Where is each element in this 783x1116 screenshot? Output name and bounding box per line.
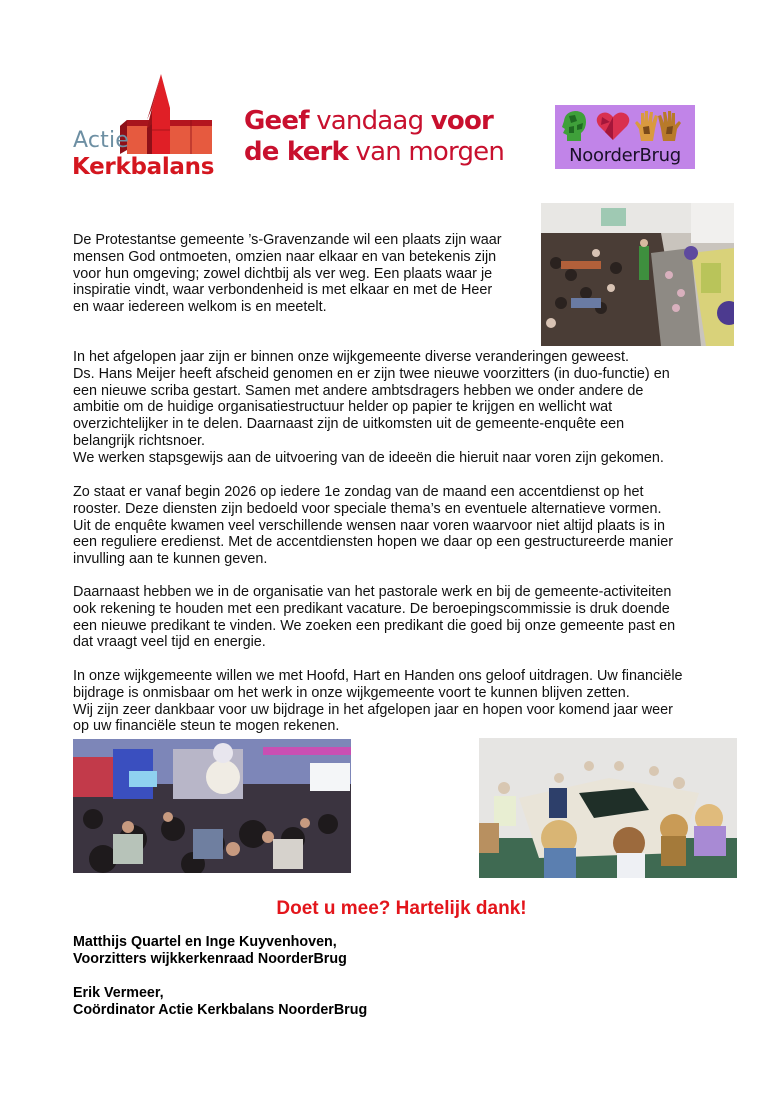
slogan-line-1 bbox=[244, 106, 524, 137]
paragraph-line: dat vraagt veel tijd en energie. bbox=[73, 634, 266, 651]
paragraph-line: een nieuwe scriba gestart. Samen met andere ambtsdragers hebben we onder andere de bbox=[73, 382, 644, 399]
paragraph-line: Wij zijn zeer dankbaar voor uw bijdrage in het afgelopen jaar en hopen voor komend jaar weer bbox=[73, 701, 673, 718]
thanks-heading: Doet u mee? Hartelijk dank! bbox=[276, 898, 527, 919]
paragraph-line: Ds. Hans Meijer heeft afscheid genomen en er zijn twee nieuwe voorzitters (in duo-functie) en bbox=[73, 365, 670, 382]
signature-coordinator bbox=[73, 985, 367, 1019]
paragraph-line: ambitie om de huidige organisatiestructuur helder op papier te krijgen en wellicht wat bbox=[73, 399, 613, 416]
paragraph-accentdienst bbox=[73, 484, 673, 568]
logo-kerkbalans-text: Kerkbalans bbox=[72, 154, 215, 180]
children-activity-photo bbox=[479, 738, 737, 878]
paragraph-line: belangrijk richtsnoer. bbox=[73, 432, 205, 449]
paragraph-line: inspiratie vindt, waar verbondenheid is met elkaar en met de Heer bbox=[73, 282, 493, 299]
paragraph-intro bbox=[73, 232, 502, 316]
paragraph-line: ook rekening te houden met een predikant vacature. De beroepingscommissie is druk doende bbox=[73, 600, 670, 617]
paragraph-line: mensen God ontmoeten, omzien naar elkaar en van betekenis zijn bbox=[73, 248, 497, 265]
church-service-photo bbox=[541, 203, 734, 346]
paragraph-line: invulling aan te kunnen geven. bbox=[73, 551, 268, 568]
slogan-bold: voor bbox=[430, 106, 494, 136]
paragraph-line: De Protestantse gemeente ’s-Gravenzande wil een plaats zijn waar bbox=[73, 232, 502, 248]
paragraph-line: Daarnaast hebben we in de organisatie van het pastorale werk en bij de gemeente-activiteiten bbox=[73, 584, 672, 600]
paragraph-vacature bbox=[73, 584, 675, 651]
event-hall-photo bbox=[73, 739, 351, 873]
slogan-bold: Geef bbox=[244, 106, 309, 136]
paragraph-line: op uw financiële steun te mogen rekenen. bbox=[73, 718, 340, 735]
actie-kerkbalans-logo bbox=[70, 74, 220, 186]
paragraph-line: We werken stapsgewijs aan de uitvoering van de ideeën die hieruit naar voren zijn gekomen. bbox=[73, 449, 664, 466]
signature-role: Voorzitters wijkkerkenraad NoorderBrug bbox=[73, 951, 347, 967]
paragraph-line: Uit de enquête kwamen veel verschillende wensen naar voren waarvoor niet altijd plaats is in bbox=[73, 517, 665, 534]
signature-chairs bbox=[73, 934, 347, 968]
heart-icon bbox=[597, 113, 630, 140]
paragraph-line: en waar iedereen welkom is en meetelt. bbox=[73, 299, 327, 316]
paragraph-line: overzichtelijker in te delen. Daarnaast zijn de uitkomsten uit de gemeente-enquête een bbox=[73, 416, 625, 433]
paragraph-line: In onze wijkgemeente willen we met Hoofd, Hart en Handen ons geloof uitdragen. Uw financiële bbox=[73, 668, 683, 684]
signature-name: Matthijs Quartel en Inge Kuyvenhoven, bbox=[73, 934, 337, 950]
paragraph-line: rooster. Deze diensten zijn bedoeld voor speciale thema’s en eventuele alternatieve vormen. bbox=[73, 500, 662, 517]
paragraph-line: bijdrage is onmisbaar om het werk in onze wijkgemeente voort te kunnen blijven zetten. bbox=[73, 684, 630, 701]
paragraph-bijdrage bbox=[73, 668, 683, 735]
paragraph-line: Zo staat er vanaf begin 2026 op iedere 1e zondag van de maand een accentdienst op het bbox=[73, 484, 644, 500]
paragraph-line: voor hun omgeving; zowel dichtbij als ver weg. Een plaats waar je bbox=[73, 265, 493, 282]
hands-icon bbox=[635, 111, 681, 141]
slogan-regular: vandaag bbox=[308, 106, 431, 136]
slogan-bold: de kerk bbox=[244, 137, 349, 167]
paragraph-line: een reguliere eredienst. Met de accentdiensten hopen we daar op een gestructureerde manier bbox=[73, 534, 673, 551]
signature-name: Erik Vermeer, bbox=[73, 985, 164, 1001]
paragraph-changes bbox=[73, 349, 670, 467]
head-icon bbox=[562, 111, 586, 141]
slogan-line-2 bbox=[244, 137, 524, 168]
logo-actie-text: Actie bbox=[73, 128, 130, 153]
slogan bbox=[244, 106, 524, 168]
noorderbrug-logo bbox=[555, 105, 695, 169]
signature-role: Coördinator Actie Kerkbalans NoorderBrug bbox=[73, 1002, 368, 1018]
slogan-regular: van morgen bbox=[348, 137, 505, 167]
paragraph-line: een nieuwe predikant te vinden. We zoeken een predikant die goed bij onze gemeente past en bbox=[73, 617, 676, 634]
noorderbrug-logo-text: NoorderBrug bbox=[569, 145, 681, 166]
paragraph-line: In het afgelopen jaar zijn er binnen onze wijkgemeente diverse veranderingen geweest. bbox=[73, 349, 629, 365]
